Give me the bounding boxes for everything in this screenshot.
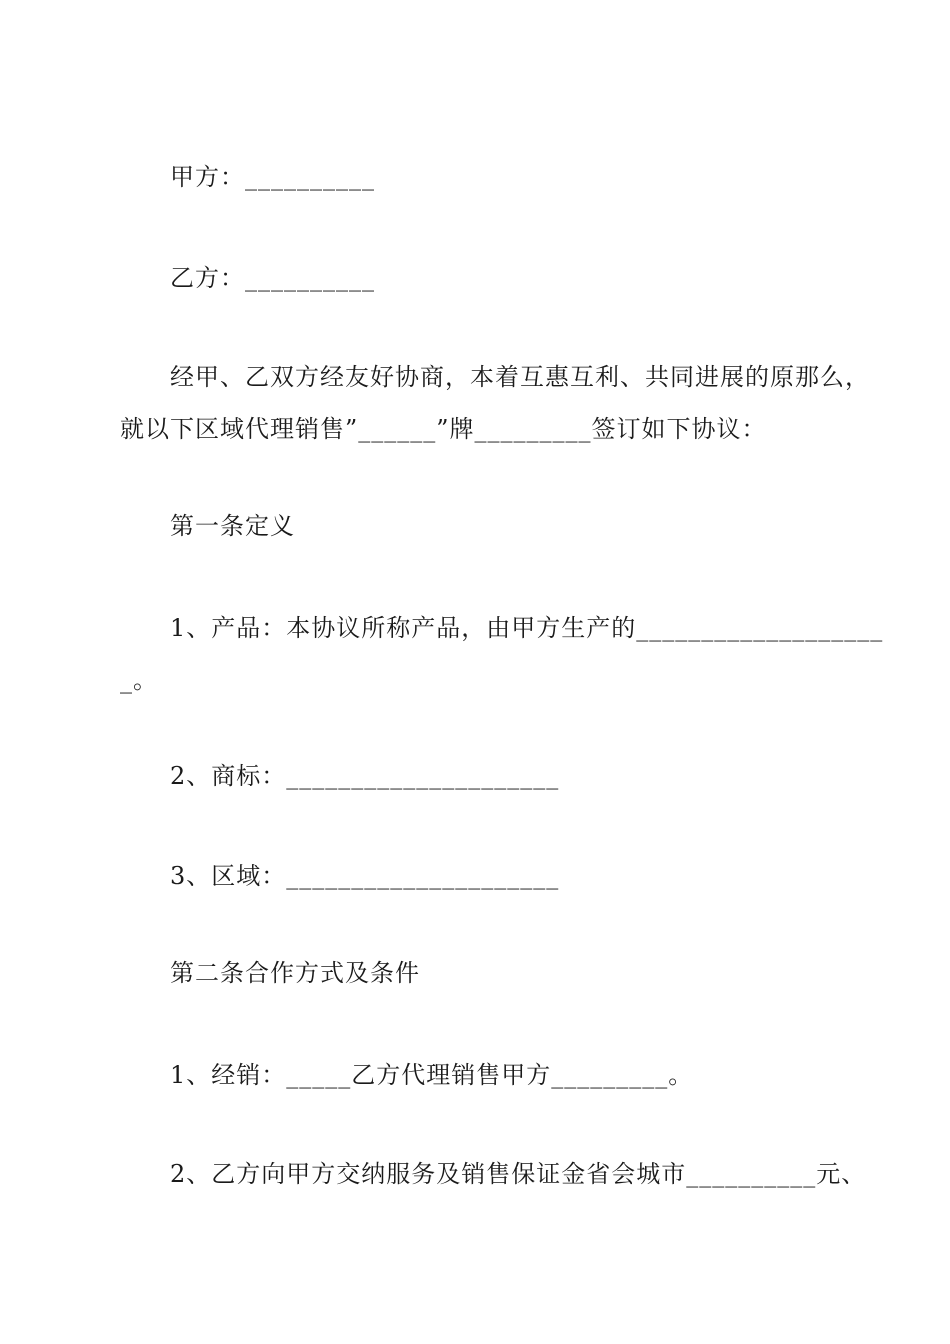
clause-region: 3、区域：_____________________ [120,862,560,890]
clause-distribution: 1、经销：_____乙方代理销售甲方_________。 [120,1061,694,1089]
clause-product-line-1: 1、产品：本协议所称产品，由甲方生产的___________________ [120,614,884,642]
preamble-line-2: 就以下区域代理销售”______”牌_________签订如下协议： [120,415,767,443]
clause-deposit: 2、乙方向甲方交纳服务及销售保证金省会城市__________元、 [120,1160,867,1188]
party-a-line: 甲方：__________ [120,163,375,191]
clause-product-line-2: _。 [120,666,158,694]
article-2-heading: 第二条合作方式及条件 [120,959,420,987]
party-b-line: 乙方：__________ [120,264,375,292]
clause-trademark: 2、商标：_____________________ [120,762,560,790]
article-1-heading: 第一条定义 [120,512,295,540]
preamble-line-1: 经甲、乙双方经友好协商，本着互惠互利、共同进展的原那么， [120,363,870,391]
